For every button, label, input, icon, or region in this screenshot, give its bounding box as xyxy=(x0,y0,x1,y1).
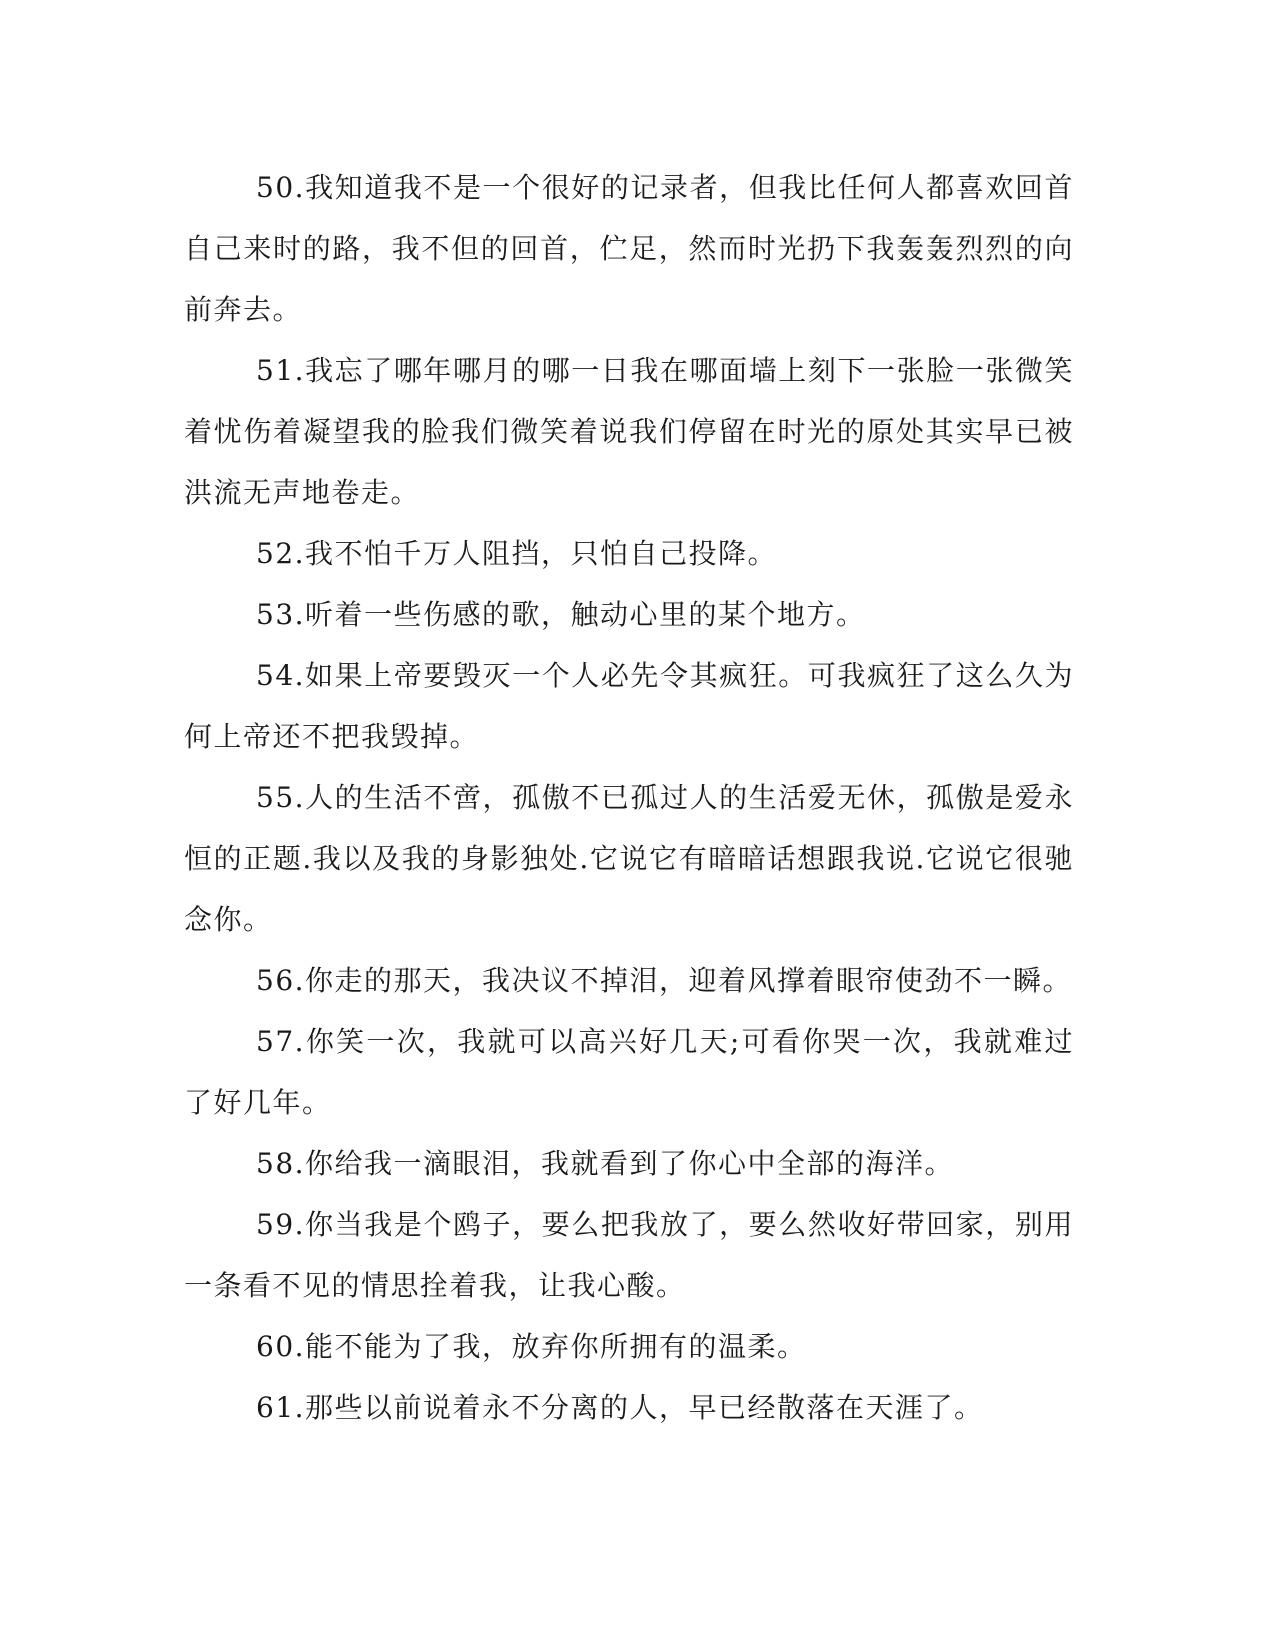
paragraph-52: 52.我不怕千万人阻挡，只怕自己投降。 xyxy=(256,537,778,570)
paragraph-60: 60.能不能为了我，放弃你所拥有的温柔。 xyxy=(256,1330,807,1363)
document-body xyxy=(184,157,1074,1438)
paragraph-61: 61.那些以前说着永不分离的人，早已经散落在天涯了。 xyxy=(256,1391,984,1424)
paragraph-59: 59.你当我是个鸥子，要么把我放了，要么然收好带回家，别用一条看不见的情思拴着我，让我心酸。 xyxy=(184,1208,1074,1302)
paragraph-56: 56.你走的那天，我决议不掉泪，迎着风撑着眼帘使劲不一瞬。 xyxy=(256,964,1073,997)
paragraph-51: 51.我忘了哪年哪月的哪一日我在哪面墙上刻下一张脸一张微笑着忧伤着凝望我的脸我们微笑着说我们停留在时光的原处其实早已被洪流无声地卷走。 xyxy=(184,354,1074,509)
paragraph-55: 55.人的生活不啻，孤傲不已孤过人的生活爱无休，孤傲是爱永恒的正题.我以及我的身影独处.它说它有暗暗话想跟我说.它说它很驰念你。 xyxy=(184,781,1074,936)
paragraph-57: 57.你笑一次，我就可以高兴好几天;可看你哭一次，我就难过了好几年。 xyxy=(184,1025,1074,1119)
paragraph-53: 53.听着一些伤感的歌，触动心里的某个地方。 xyxy=(256,598,866,631)
paragraph-58: 58.你给我一滴眼泪，我就看到了你心中全部的海洋。 xyxy=(256,1147,955,1180)
paragraph-50: 50.我知道我不是一个很好的记录者，但我比任何人都喜欢回首自己来时的路，我不但的回首，伫足，然而时光扔下我轰轰烈烈的向前奔去。 xyxy=(184,171,1074,326)
paragraph-54: 54.如果上帝要毁灭一个人必先令其疯狂。可我疯狂了这么久为何上帝还不把我毁掉。 xyxy=(184,659,1074,753)
